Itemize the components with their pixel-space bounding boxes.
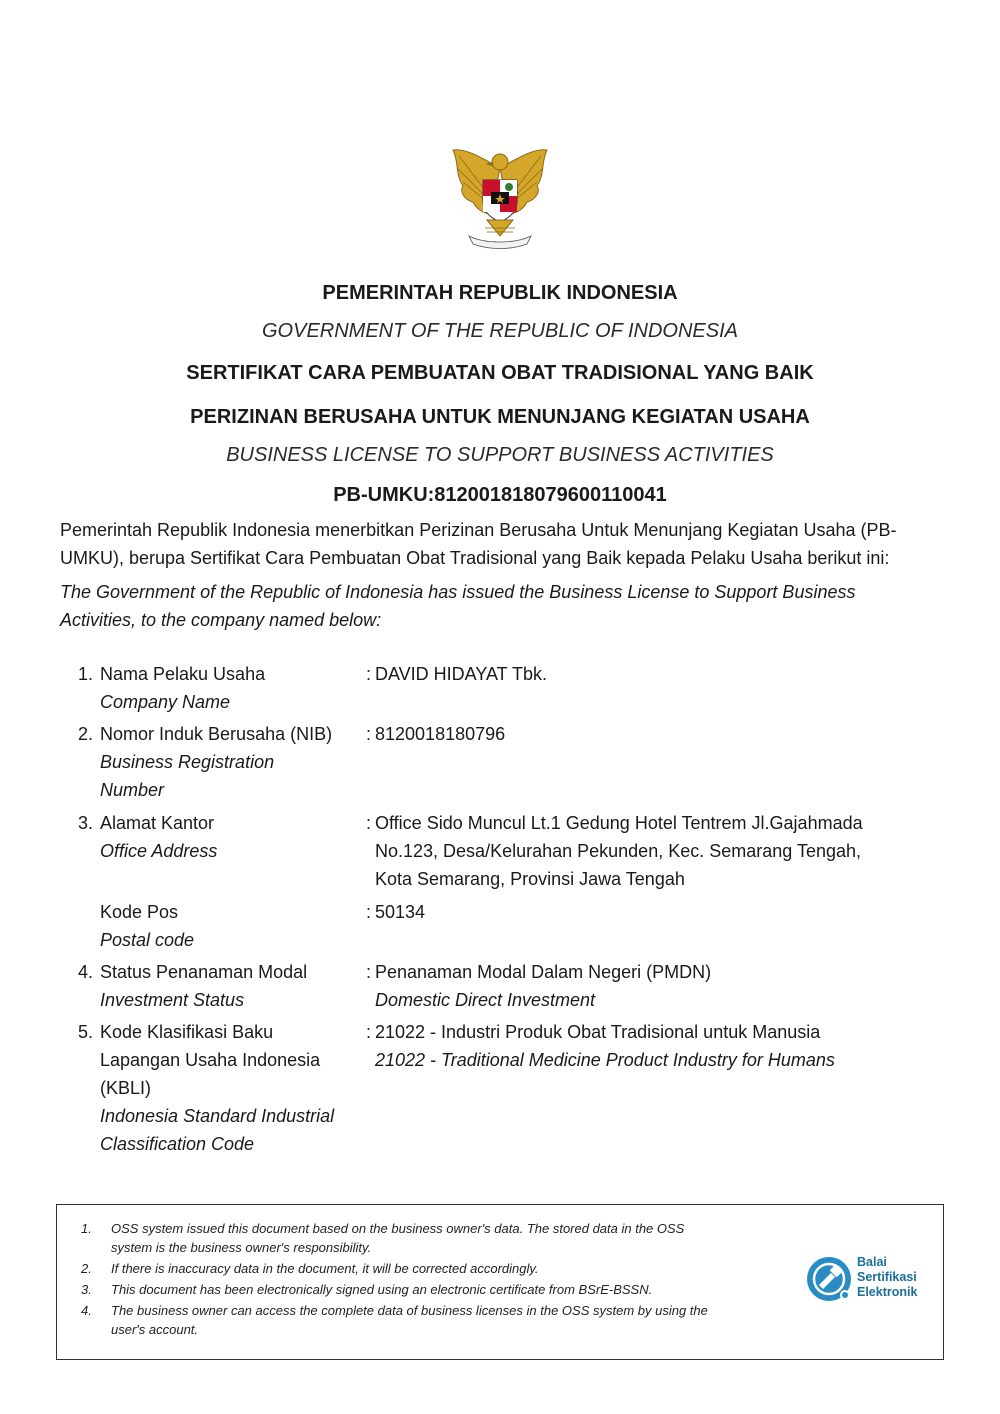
value-id: Penanaman Modal Dalam Negeri (PMDN) bbox=[375, 962, 712, 982]
garuda-icon bbox=[445, 140, 555, 252]
label-en: Postal code bbox=[100, 930, 195, 950]
value-en: 21022 - Traditional Medicine Product Industry for Humans bbox=[375, 1050, 835, 1070]
bsre-text-line: Sertifikasi bbox=[857, 1270, 917, 1284]
footer-notes-box bbox=[56, 1204, 944, 1360]
note-item bbox=[81, 1280, 801, 1299]
note-number: 4. bbox=[81, 1303, 92, 1318]
note-number: 1. bbox=[81, 1221, 92, 1236]
garuda-emblem bbox=[445, 140, 555, 252]
note-number: 2. bbox=[81, 1261, 92, 1276]
label-en: Office Address bbox=[100, 841, 218, 861]
bsre-logo-text bbox=[857, 1255, 917, 1300]
field-label bbox=[100, 958, 362, 1014]
field-number: 2. bbox=[78, 724, 94, 744]
label-id: Status Penanaman Modal bbox=[100, 962, 308, 982]
intro-id-line: UMKU), berupa Sertifikat Cara Pembuatan Obat Tradisional yang Baik kepada Pelaku Usaha berikut ini: bbox=[60, 548, 890, 568]
address-line: No.123, Desa/Kelurahan Pekunden, Kec. Semarang Tengah, bbox=[375, 841, 861, 861]
label-id: Alamat Kantor bbox=[100, 813, 215, 833]
label-id: Nomor Induk Berusaha (NIB) bbox=[100, 724, 333, 744]
field-value bbox=[375, 809, 935, 893]
bsre-logo bbox=[805, 1251, 935, 1307]
field-label bbox=[100, 660, 362, 716]
colon: : bbox=[366, 724, 372, 744]
field-value bbox=[375, 1018, 935, 1074]
license-title-id: PERIZINAN BERUSAHA UNTUK MENUNJANG KEGIATAN USAHA bbox=[190, 406, 810, 428]
intro-en-line: Activities, to the company named below: bbox=[60, 610, 382, 630]
bsre-seal-icon bbox=[805, 1255, 853, 1303]
intro-id-line: Pemerintah Republik Indonesia menerbitkan Perizinan Berusaha Untuk Menunjang Kegiatan Usaha (PB- bbox=[60, 520, 897, 540]
intro-en-line: The Government of the Republic of Indonesia has issued the Business License to Support Business bbox=[60, 582, 856, 602]
label-en: Business Registration bbox=[100, 752, 275, 772]
field-value: 50134 bbox=[375, 902, 426, 922]
address-line: Office Sido Muncul Lt.1 Gedung Hotel Tentrem Jl.Gajahmada bbox=[375, 813, 863, 833]
field-value: DAVID HIDAYAT Tbk. bbox=[375, 664, 548, 684]
value-en: Domestic Direct Investment bbox=[375, 990, 596, 1010]
note-item bbox=[81, 1301, 801, 1339]
label-en: Company Name bbox=[100, 692, 231, 712]
colon: : bbox=[366, 962, 372, 982]
note-text: OSS system issued this document based on the business owner's data. The stored data in the OSS bbox=[111, 1221, 685, 1236]
government-title-en: GOVERNMENT OF THE REPUBLIC OF INDONESIA bbox=[262, 320, 738, 342]
field-number: 1. bbox=[78, 664, 94, 684]
intro-paragraph-en bbox=[60, 578, 950, 634]
note-text: user's account. bbox=[111, 1322, 199, 1337]
field-number: 4. bbox=[78, 962, 94, 982]
notes-list bbox=[81, 1219, 801, 1341]
intro-paragraph-id bbox=[60, 516, 950, 572]
field-label bbox=[100, 1018, 362, 1158]
bsre-text-line: Elektronik bbox=[857, 1285, 918, 1299]
license-title-en: BUSINESS LICENSE TO SUPPORT BUSINESS ACTIVITIES bbox=[226, 444, 774, 466]
license-number: PB-UMKU:812001818079600110041 bbox=[333, 484, 667, 506]
label-en: Number bbox=[100, 780, 165, 800]
bsre-text-line: Balai bbox=[857, 1255, 887, 1269]
field-label bbox=[100, 898, 362, 954]
certificate-title: SERTIFIKAT CARA PEMBUATAN OBAT TRADISIONAL YANG BAIK bbox=[186, 362, 814, 384]
label-en: Indonesia Standard Industrial bbox=[100, 1106, 335, 1126]
note-item bbox=[81, 1259, 801, 1278]
note-text: This document has been electronically signed using an electronic certificate from BSrE-BSSN. bbox=[111, 1282, 653, 1297]
label-id: Nama Pelaku Usaha bbox=[100, 664, 266, 684]
colon: : bbox=[366, 813, 372, 833]
value-id: 21022 - Industri Produk Obat Tradisional untuk Manusia bbox=[375, 1022, 821, 1042]
note-text: The business owner can access the complete data of business licenses in the OSS system by using the bbox=[111, 1303, 708, 1318]
note-text: If there is inaccuracy data in the document, it will be corrected accordingly. bbox=[111, 1261, 539, 1276]
field-label bbox=[100, 809, 362, 865]
label-en: Investment Status bbox=[100, 990, 245, 1010]
field-label bbox=[100, 720, 362, 804]
label-en: Classification Code bbox=[100, 1134, 255, 1154]
label-id: Kode Klasifikasi Baku bbox=[100, 1022, 274, 1042]
colon: : bbox=[366, 1022, 372, 1042]
colon: : bbox=[366, 902, 372, 922]
note-item bbox=[81, 1219, 801, 1257]
note-number: 3. bbox=[81, 1282, 92, 1297]
field-number: 3. bbox=[78, 813, 94, 833]
government-title-id: PEMERINTAH REPUBLIK INDONESIA bbox=[322, 282, 678, 304]
label-id: (KBLI) bbox=[100, 1078, 152, 1098]
field-value bbox=[375, 958, 935, 1014]
field-number: 5. bbox=[78, 1022, 94, 1042]
address-line: Kota Semarang, Provinsi Jawa Tengah bbox=[375, 869, 685, 889]
label-id: Kode Pos bbox=[100, 902, 179, 922]
note-text: system is the business owner's responsibility. bbox=[111, 1240, 372, 1255]
colon: : bbox=[366, 664, 372, 684]
field-value: 8120018180796 bbox=[375, 724, 506, 744]
label-id: Lapangan Usaha Indonesia bbox=[100, 1050, 321, 1070]
